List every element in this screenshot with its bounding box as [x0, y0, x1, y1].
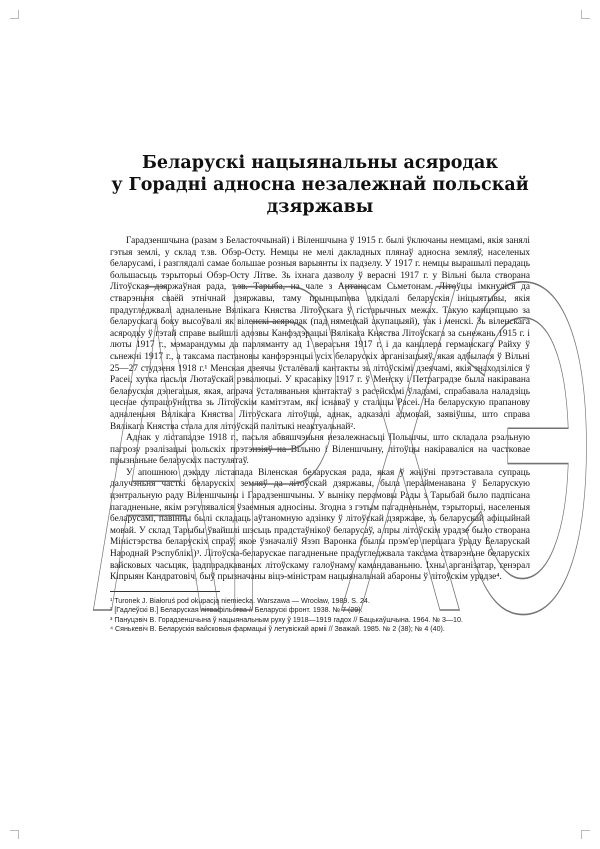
footnote: ³ Пануцэвіч В. Горадзеншчына ў нацыянальным руху ў 1918—1919 гадох // Бацькаўшчына. 1964. № 3—10.	[110, 615, 463, 624]
title-line: дзяржавы	[266, 197, 374, 217]
footnote-divider	[110, 591, 220, 592]
crop-mark-top-left	[10, 10, 19, 19]
article-body	[110, 236, 530, 584]
paragraph: У апошнюю дэкаду лістапада Віленская беларуская рада, якая ў жніўні прэтэставала супраць далучэньня часткі беларускіх земляў да літоўскай дзяржавы, была перайменавана ў Беларускую цэнтральную раду Віленшчыны і Гарадзеншчыны. У выніку перамовы Рады з Тарыбай было падпісана пагадненьне, якім рэгуляваліся ўзаемныя адносіны. Згодна з гэтым пагадненьнем, тэрыторыі, населеныя беларусамі, павінны былі складаць аўтаномную адзінку ў літоўскай дзяржаве, зь беларускай афіцыйнай мовай. У склад Тарыбы ўвайшлі шэсьць прадстаўнікоў беларусаў, а пры літоўскім урадзе было створана Міністэрства беларускіх спраў, якое ўзначаліў Язэп Варонка (былы прэм'ер першага ўраду Беларускай Народнай Рэспублікі)³. Літоўска-беларускае пагадненьне прадугледжвала таксама стварэньне беларускіх вайсковых часьцяк, падпарадкаваных літоўскаму галоўнаму камандаваньню. Іхны арганізатар, генэрал Кіпрыян Кандратовіч, быў прызначаны віцэ-міністрам нацыянальнай абароны ў літоўскім урадзе⁴.	[110, 467, 530, 583]
crop-mark-top-right	[581, 10, 590, 19]
crop-mark-bottom-left	[10, 830, 19, 839]
title-line: у Горадні адносна незалежнай польскай	[111, 175, 529, 195]
document-page	[110, 152, 530, 634]
crop-mark-bottom-right	[581, 830, 590, 839]
article-title	[110, 152, 530, 218]
footnote: ² [Гадлеўскі В.] Беларуская літвафільства // Беларускі фронт. 1938. № 7 (29).	[110, 606, 363, 615]
footnote: ⁴ Сянькевіч В. Беларускія вайсковыя фармацыі ў летувіскай арміі // Зважай. 1985. № 2 (38); № 4 (40).	[110, 625, 445, 634]
footnotes	[110, 597, 530, 635]
title-line: Беларускі нацыянальны асяродак	[141, 153, 499, 173]
paragraph: Аднак у лістападзе 1918 г., пасьля абвяшчэньня незалежнасьці Польшчы, што складала рэальную пагрозу рэалізацыі польскіх прэтэнзіяў на Вільню і Віленшчыну, літоўцы накіраваліся на частковае прызнаньне беларускіх пастулятаў.	[110, 433, 530, 467]
footnote: ¹ Turonek J. Białoruś pod okupacją niemiecką. Warszawa — Wrocław, 1989. S. 24.	[110, 596, 370, 605]
watermark-text: АРХЭ	[93, 185, 593, 670]
paragraph: Гарадзеншчына (разам з Беласточчынай) і Віленшчына ў 1915 г. былі ўключаны немцамі, якія занялі гэтыя землі, у склад т.зв. Обэр-Осту. Немцы не мелі дакладных плянаў адносна земляў, населеных беларусамі, і разглядалі самае большае розныя варыянты іх падзелу. У 1917 г. немцы вырашылі перадаць большасьць тэрыторыі Обэр-Осту Літве. Зь іхнага дазволу ў верасні 1917 г. у Вільні была створана Літоўская дзяржаўная рада, т.зв. Тарыба, на чале з Антанасам Сьметонам. Літоўцы імкнуліся да стварэньня сваёй этнічнай дзяржавы, таму прынцыпова адкідалі беларускія ініцыятывы, якія прадугледжвалі адналеньне Вялікага Княства Літоўскага ў гістарычных межах. Такую канцэпцыю за беларускага боку высоўвалі як віленскі асяродак (пад нямецкай акупацыяй), так і менскі. Зь віленскага асяродку ў гэтай справе выйшлі адозвы Канфэдэрацыі Вялікага Княства Літоўскага за сьнежань 1915 г. і люты 1917 г., мэмарандумы да парляманту ад 1 верасьня 1917 г. і да канцлера германскага Райху ў сьнежні 1917 г., а таксама пастановы канфэрэнцыі усіх беларускіх арганізацыяў, якая адбылася ў Вільні 25—27 студзеня 1918 г.¹ Менская дзеячы ўсталёвалі кантакты зь літоўскімі дзеячамі, якія знаходзіліся ў Расеі, хутка пасьля Лютаўскай рэвалюцыі. У красавіку 1917 г. ў Менску і Петраградзе была накіравана беларуская дэлегацыя, якая, апрача ўсталяваньня кантактаў з расейскімі ўладамі, спрабавала наладзіць цеснае супрацоўніцтва зь Літоўскім камітэтам, які існаваў у сталіцы Расеі. На беларускую прапанову адналеньня Вялікага Княства Літоўскага літоўцы, аднак, адказалі адмовай, заявіўшы, што справа Вялікага Княства стала для літоўскай палітыкі неактуальнай².	[110, 236, 530, 432]
